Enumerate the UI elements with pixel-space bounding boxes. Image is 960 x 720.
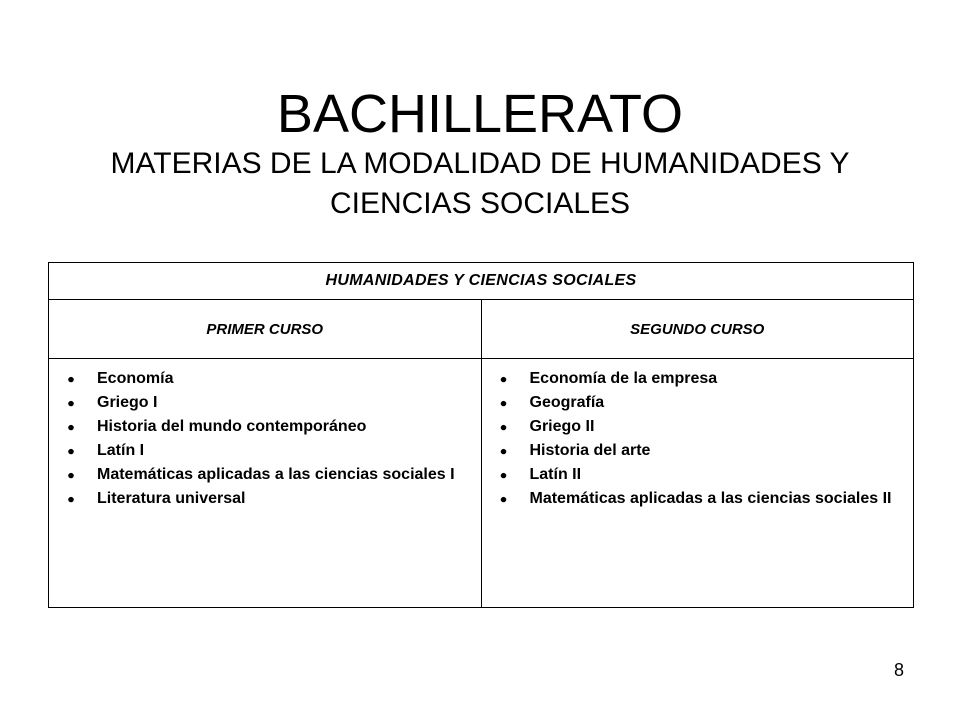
subject-label: Latín I bbox=[97, 442, 145, 459]
second-course-list bbox=[482, 359, 914, 511]
subject-label: Matemáticas aplicadas a las ciencias sociales I bbox=[97, 466, 455, 483]
subjects-row bbox=[49, 359, 914, 608]
bullet-icon: ⦁ bbox=[67, 371, 75, 386]
slide-subtitle: MATERIAS DE LA MODALIDAD DE HUMANIDADES Y CIENCIAS SOCIALES bbox=[110, 147, 850, 220]
bullet-icon: ⦁ bbox=[67, 419, 75, 434]
subject-label: Geografía bbox=[529, 394, 605, 411]
subject-label: Matemáticas aplicadas a las ciencias sociales II bbox=[529, 490, 892, 507]
subject-label: Historia del arte bbox=[529, 442, 651, 459]
list-item bbox=[492, 391, 906, 415]
subject-label: Griego I bbox=[97, 394, 158, 411]
title-block bbox=[40, 84, 920, 224]
bullet-icon: ⦁ bbox=[67, 395, 75, 410]
table-header: HUMANIDADES Y CIENCIAS SOCIALES bbox=[49, 263, 914, 300]
bullet-icon: ⦁ bbox=[67, 467, 75, 482]
bullet-icon: ⦁ bbox=[500, 395, 507, 410]
list-item bbox=[59, 487, 473, 511]
list-item bbox=[492, 487, 906, 511]
column-header-second-course: SEGUNDO CURSO bbox=[481, 300, 914, 359]
list-item bbox=[492, 367, 906, 391]
bullet-icon: ⦁ bbox=[500, 443, 507, 458]
bullet-icon: ⦁ bbox=[500, 371, 507, 386]
subjects-table bbox=[48, 262, 914, 608]
bullet-icon: ⦁ bbox=[500, 491, 507, 506]
second-course-cell bbox=[481, 359, 914, 608]
subject-label: Latín II bbox=[529, 466, 582, 483]
subject-label: Economía de la empresa bbox=[529, 370, 718, 387]
subject-label: Historia del mundo contemporáneo bbox=[97, 418, 367, 435]
bullet-icon: ⦁ bbox=[500, 467, 507, 482]
page-number: 8 bbox=[893, 660, 904, 680]
subject-label: Griego II bbox=[529, 418, 595, 435]
first-course-cell bbox=[49, 359, 482, 608]
bullet-icon: ⦁ bbox=[67, 491, 75, 506]
bullet-icon: ⦁ bbox=[67, 443, 75, 458]
list-item bbox=[59, 439, 473, 463]
table-header-row bbox=[49, 263, 914, 300]
first-course-list bbox=[49, 359, 481, 511]
list-item bbox=[59, 391, 473, 415]
list-item bbox=[492, 439, 906, 463]
list-item bbox=[59, 367, 473, 391]
subject-label: Economía bbox=[97, 370, 174, 387]
column-header-first-course: PRIMER CURSO bbox=[49, 300, 482, 359]
list-item bbox=[492, 463, 906, 487]
column-header-row bbox=[49, 300, 914, 359]
bullet-icon: ⦁ bbox=[500, 419, 507, 434]
list-item bbox=[492, 415, 906, 439]
list-item bbox=[59, 415, 473, 439]
subject-label: Literatura universal bbox=[97, 490, 246, 507]
list-item bbox=[59, 463, 473, 487]
slide-title: BACHILLERATO bbox=[276, 84, 684, 144]
